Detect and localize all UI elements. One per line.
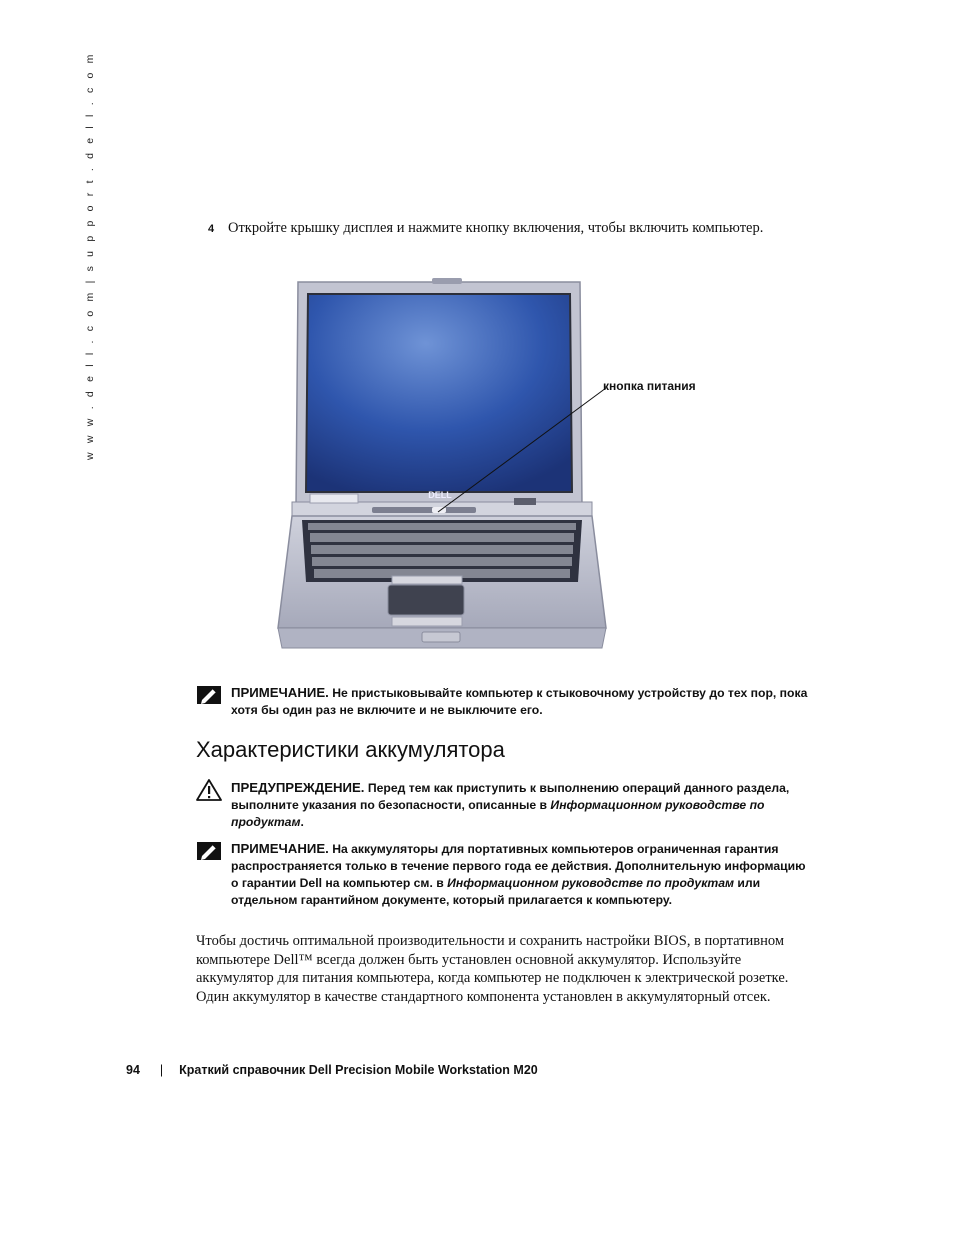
note-text: На аккумуляторы для портативных компьютеров ограниченная гарантия распространяется только в течение первого года ее действия. Дополнительную информацию о гарантии Dell на компьютер см. в xyxy=(231,842,806,890)
note-text-end: или отдельном гарантийном документе, который прилагается к компьютеру. xyxy=(231,876,761,907)
page-number: 94 xyxy=(126,1063,140,1077)
body-paragraph: Чтобы достичь оптимальной производительности и сохранить настройки BIOS, в портативном компьютере Dell™ всегда должен быть установлен основной аккумулятор. Используйте аккумулятор для питания компьютера, когда компьютер не подключен к электрической розетке. Один аккумулятор в качестве стандартного компонента установлен в аккумуляторный отсек. xyxy=(196,933,789,1005)
warning-text: Перед тем как приступить к выполнению операций данного раздела, выполните указания по безопасности, описанные в xyxy=(231,781,790,812)
note-text: Не пристыковывайте компьютер к стыковочному устройству до тех пор, пока хотя бы один раз не включите и не выключите его. xyxy=(231,686,808,717)
page-footer xyxy=(126,1063,538,1077)
warning-label: ПРЕДУПРЕЖДЕНИЕ. xyxy=(231,780,365,795)
step-number: 4 xyxy=(208,223,215,235)
side-url: w w w . d e l l . c o m | s u p p o r t . d e l l . c o m xyxy=(84,51,96,460)
note-doc-title: Информационном руководстве по продуктам xyxy=(447,876,735,890)
laptop-illustration xyxy=(272,276,612,656)
step-text: Откройте крышку дисплея и нажмите кнопку включения, чтобы включить компьютер. xyxy=(228,220,764,236)
laptop-screen xyxy=(306,294,572,492)
section-title: Характеристики аккумулятора xyxy=(196,737,505,762)
laptop-figure xyxy=(272,276,612,656)
footer-title: Краткий справочник Dell Precision Mobile Workstation M20 xyxy=(179,1063,538,1077)
note-docking xyxy=(196,684,816,719)
warning-doc-title: Информационном руководстве по продуктам xyxy=(231,798,765,829)
note-label: ПРИМЕЧАНИЕ. xyxy=(231,841,329,856)
warning-text-end: . xyxy=(300,815,304,829)
note-pencil-icon xyxy=(196,684,222,706)
note-pencil-icon xyxy=(196,840,222,862)
note-warranty xyxy=(196,840,816,909)
note-label: ПРИМЕЧАНИЕ. xyxy=(231,685,329,700)
step-4 xyxy=(208,220,848,237)
dell-logo: DELL xyxy=(428,490,452,500)
footer-separator: | xyxy=(159,1063,164,1077)
touchpad xyxy=(388,585,464,615)
power-button-strip xyxy=(372,507,476,513)
warning-safety xyxy=(196,779,816,831)
warning-triangle-icon xyxy=(196,779,222,801)
power-button-callout: кнопка питания xyxy=(603,379,696,393)
